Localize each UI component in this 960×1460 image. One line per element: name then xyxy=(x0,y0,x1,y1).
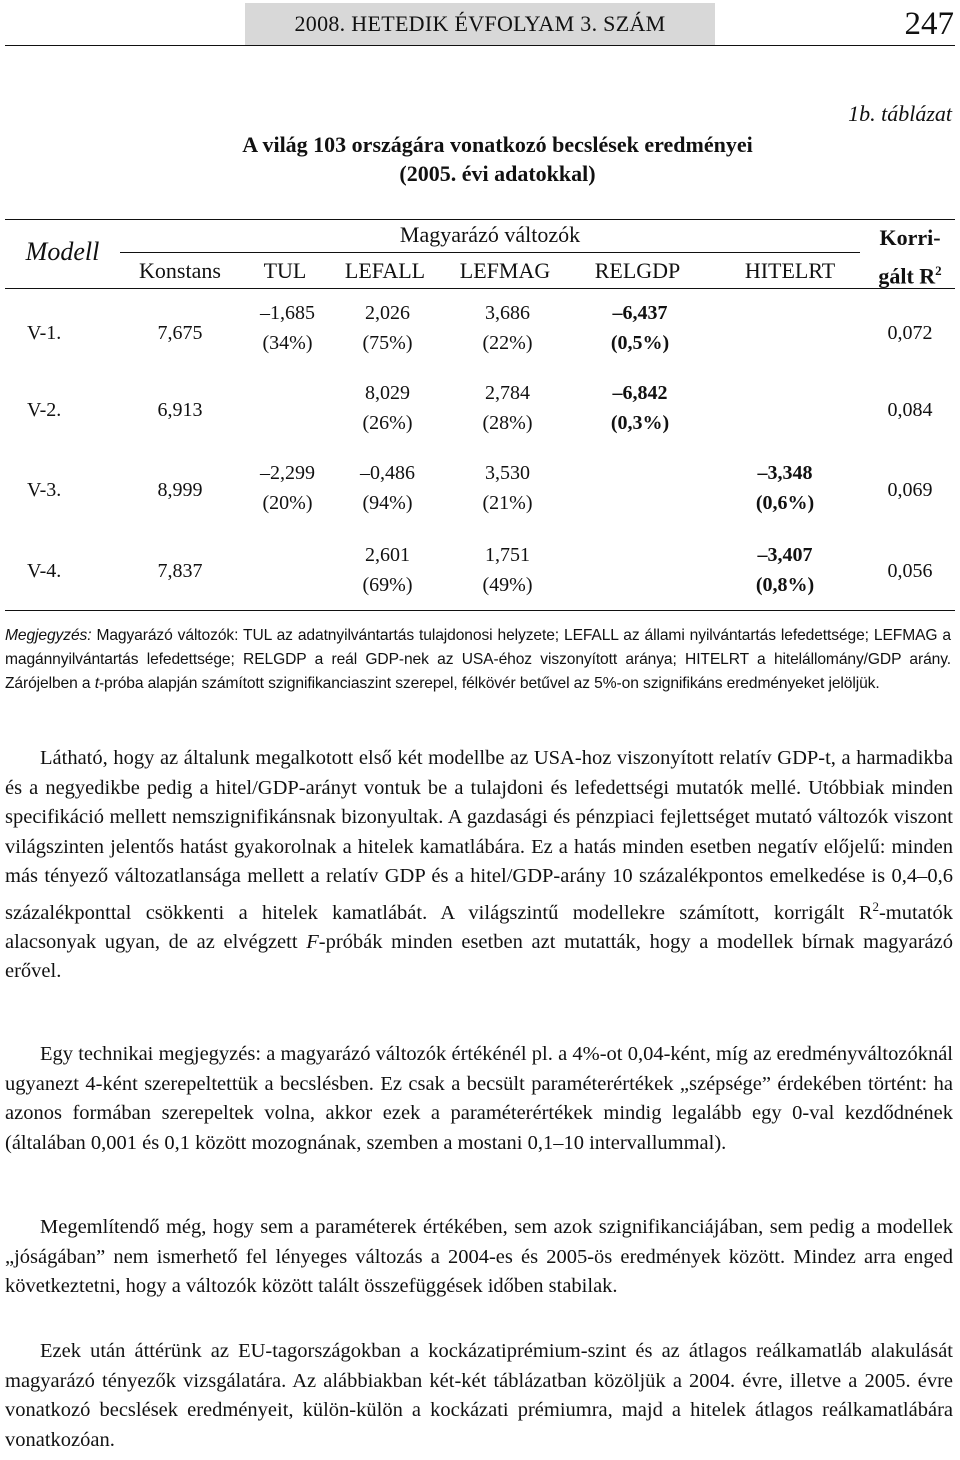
paragraph-1-a: Látható, hogy az általunk megalkotott első két modellbe az USA-hoz viszonyított relatív GDP-t, a harmadikba és a negyedikbe pedig a hitel/GDP-arányt vontuk be a tulajdoni és lefedettségi mutatók mellé. Utóbbiak minden specifikáció mellett nemszignifikánsnak bizonyultak. A gazdasági és pénzpiaci fejlettséget mutató változók viszont világszinten jelentős hatást gyakorolnak a hitelek kamatlábára. Ez a hatás minden esetben negatív előjelű: minden más tényező változatlansága mellett a relatív GDP és a hitel/GDP-arány 10 százalékpontos emelkedése is 0,4–0,6 százalékponttal csökkenti a hitelek kamatlábát. A világszintű modellekre számított, korrigált R xyxy=(5,747,953,924)
row-1-model: V-1. xyxy=(27,322,62,344)
row-2-r2: 0,084 xyxy=(887,399,933,421)
paragraph-1-b: -mutatók alacsonyak ugyan, de az elvégzett xyxy=(5,901,953,953)
paragraph-1 xyxy=(5,744,953,987)
row-1-tul: –1,685 (34%) xyxy=(260,302,315,354)
journal-issue-band xyxy=(245,3,715,45)
paragraph-3 xyxy=(5,1213,953,1302)
row-4-model: V-4. xyxy=(27,560,62,582)
row-4-lefmag: 1,751 (49%) xyxy=(482,544,533,596)
header-bottom-rule xyxy=(5,288,955,289)
row-1-lefall: 2,026 (75%) xyxy=(362,302,413,354)
table-top-rule xyxy=(5,219,955,220)
header-explanatory-group: Magyarázó változók xyxy=(399,222,581,247)
paragraph-1-f: F xyxy=(306,930,319,953)
header-adjusted-r2-sup: 2 xyxy=(935,263,942,278)
table-title xyxy=(150,130,845,188)
table-title-line-2: (2005. évi adatokkal) xyxy=(399,161,596,186)
row-3-tul: –2,299 (20%) xyxy=(260,462,315,514)
header-lefmag: LEFMAG xyxy=(459,258,551,283)
row-4-konstans: 7,837 xyxy=(157,560,203,582)
header-rule xyxy=(5,45,955,46)
row-2-lefmag: 2,784 (28%) xyxy=(482,382,533,434)
row-2-model: V-2. xyxy=(27,399,62,421)
row-2-konstans: 6,913 xyxy=(157,399,203,421)
row-2-lefall: 8,029 (26%) xyxy=(362,382,413,434)
row-4-r2: 0,056 xyxy=(887,560,933,582)
group-header-rule xyxy=(120,252,860,253)
row-4-lefall: 2,601 (69%) xyxy=(362,544,413,596)
table-note xyxy=(5,624,951,696)
table-bottom-rule xyxy=(5,610,955,611)
paragraph-3-text: Megemlítendő még, hogy sem a paraméterek értékében, sem azok szignifikanciájában, sem pedig a modellek „jóságában” nem ismerhető fel lényeges változás a 2004-es és 2005-ös eredmények között. Mindez arra enged következtetni, hogy a változók között talált összefüggések időben stabilak. xyxy=(5,1216,953,1297)
row-3-hitelrt: –3,348 (0,6%) xyxy=(755,462,815,514)
paragraph-2 xyxy=(5,1040,953,1158)
note-t-italic: t xyxy=(94,675,99,692)
note-lead: Megjegyzés: xyxy=(5,627,92,644)
journal-issue: 2008. HETEDIK ÉVFOLYAM 3. SZÁM xyxy=(294,11,666,36)
header-lefall: LEFALL xyxy=(344,258,426,283)
paragraph-1-sup: 2 xyxy=(872,898,879,914)
paragraph-4-text: Ezek után áttérünk az EU-tagországokban a kockázatiprémium-szint és az átlagos reálkamatláb alakulását magyarázó tényezők vizsgálatára. Az alábbiakban két-két táblázatban közöljük a 2004. évre, illetve a 2005. évre vonatkozó becslések eredményeit, külön-külön a kockázati prémiumra, majd a hitelek átlagos reálkamatlábára vonatkozóan. xyxy=(5,1340,953,1451)
row-3-lefmag: 3,530 (21%) xyxy=(482,462,533,514)
paragraph-1-c: -próbák minden esetben azt mutatták, hogy a modellek bírnak magyarázó erővel. xyxy=(5,930,953,983)
header-model: Modell xyxy=(25,237,100,266)
row-3-r2: 0,069 xyxy=(887,479,933,501)
row-1-konstans: 7,675 xyxy=(157,322,203,344)
header-hitelrt: HITELRT xyxy=(744,258,836,283)
header-adjusted-r2 xyxy=(865,221,955,292)
header-konstans: Konstans xyxy=(139,258,221,283)
row-1-r2: 0,072 xyxy=(887,322,933,344)
row-1-lefmag: 3,686 (22%) xyxy=(482,302,533,354)
row-3-model: V-3. xyxy=(27,479,62,501)
header-relgdp: RELGDP xyxy=(594,258,681,283)
row-4-hitelrt: –3,407 (0,8%) xyxy=(755,544,815,596)
note-text-a: Magyarázó változók: TUL az adatnyilvántartás tulajdonosi helyzete; LEFALL az állami nyilvántartás lefedettsége; LEFMAG a magánnyilvántartás lefedettsége; RELGDP a reál GDP-nek az USA-éhoz viszonyított aránya; HITELRT a hitelállomány/GDP arány. Zárójelben a xyxy=(5,627,951,692)
header-adjusted-r2-line-2 xyxy=(865,254,955,292)
row-2-relgdp: –6,842 (0,3%) xyxy=(610,382,670,434)
row-3-konstans: 8,999 xyxy=(157,479,203,501)
header-adjusted-r2-line-1: Korri- xyxy=(879,225,941,250)
note-text-b: -próba alapján számított szignifikanciaszint szerepel, félkövér betűvel az 5%-on szignifikáns eredményeket jelöljük. xyxy=(98,675,880,692)
table-title-line-1: A világ 103 országára vonatkozó becslések eredményei xyxy=(242,132,753,157)
header-tul: TUL xyxy=(263,258,307,283)
row-1-relgdp: –6,437 (0,5%) xyxy=(610,302,670,354)
page-number: 247 xyxy=(904,6,954,42)
header-adjusted-r2-text: gált R xyxy=(878,263,936,289)
paragraph-4 xyxy=(5,1337,953,1455)
table-number: 1b. táblázat xyxy=(848,101,952,126)
row-3-lefall: –0,486 (94%) xyxy=(360,462,415,514)
paragraph-2-text: Egy technikai megjegyzés: a magyarázó változók értékénél pl. a 4%-ot 0,04-ként, míg az eredményváltozóknál ugyanezt 4-ként szerepeltettük a becslésben. Ez csak a becsült paraméterértékek „szépsége” érdekében történt: ha azonos formában szerepeltek volna, akkor ezek a paraméterértékek mindig legalább egy 0-val kezdődnének (általában 0,001 és 0,1 között mozognának, szemben a mostani 0,1–10 intervallummal). xyxy=(5,1043,953,1154)
